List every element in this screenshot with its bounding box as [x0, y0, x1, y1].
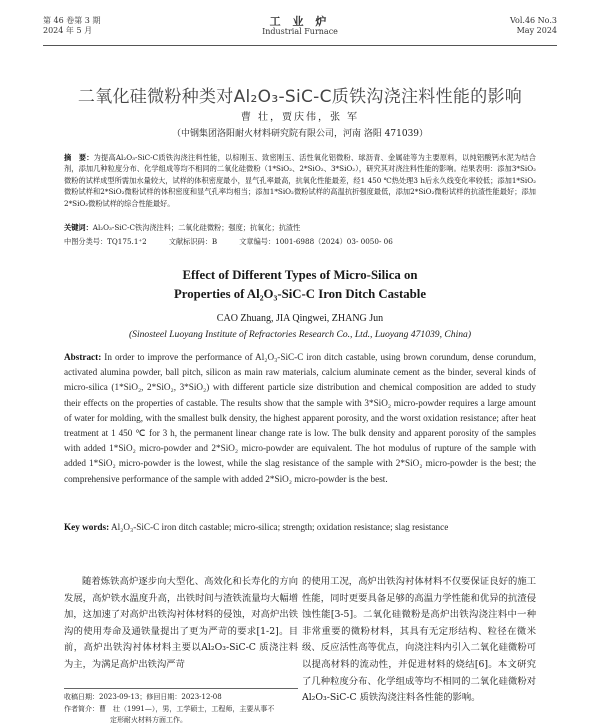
affiliation-cn: （中钢集团洛阳耐火材料研究院有限公司，河南 洛阳 471039） — [171, 129, 429, 139]
title-en-line-2: Properties of Al₂O₃-SiC-C Iron Ditch Castable — [173, 286, 427, 301]
document-code: 文献标识码：B — [168, 237, 218, 246]
header-date-cn: 2024 年 5 月 — [43, 26, 93, 35]
header-issue-en — [440, 16, 557, 36]
clc-number: 中图分类号：TQ175.1⁺2 — [64, 237, 147, 246]
body-column-left: 随着炼铁高炉逐步向大型化、高效化和长寿化的方向发展，高炉铁水温度升高，出铁时间与渣铁流量均大幅增加，这加速了对高炉出铁沟衬体材料的侵蚀，对高炉出铁沟的使用寿命及通铁量提出了更为严苛的要求[1-2]。目前，高炉出铁沟衬体材料主要以Al₂O₃-SiC-C 质浇注料为主，为满足高炉出铁沟严苛 — [64, 576, 298, 670]
abstract-label-en: Abstract: — [64, 352, 102, 362]
affiliation-en: (Sinosteel Luoyang Institute of Refractories Research Co., Ltd., Luoyang 471039, China) — [128, 329, 472, 340]
abstract-text-en: In order to improve the performance of Al₂O₃-SiC-C iron ditch castable, using brown corundum, dense corundum, activated alumina powder, ball pitch, silicon as main raw materials, calcium aluminate cement as the binder, several kinds of micro-silica (1*SiO₂, 2*SiO₂, 3*SiO₂) with different particle size distribution and chemical composition are added to study their effects on the properties of castable. The results show that the sample with 3*SiO₂ micro-powder requires a large amount of water for molding, with the smallest bulk density, the highest apparent porosity, and the worst oxidation resistance; after heat treatment at 1 450 ℃ for 3 h, the permanent linear change rate is low. The bulk density and apparent porosity of the samples with added 1*SiO₂ micro-powder and 2*SiO₂ micro-powder are equivalent. The hot modulus of rupture of the sample with added 1*SiO₂ micro-powder is the lowest, while the slag resistance of the sample with 2*SiO₂ micro-powder is the best; the comprehensive performance of the sample with added 2*SiO₂ micro-powder is the best. — [64, 352, 537, 484]
authors-cn: 曹 壮，贾庆伟，张 军 — [240, 112, 360, 123]
keywords-text-cn: Al₂O₃-SiC-C铁沟浇注料；二氧化硅微粉；强度；抗氧化；抗渣性 — [92, 223, 301, 232]
header-journal — [200, 16, 400, 37]
journal-name-en: Industrial Furnace — [262, 27, 338, 36]
keywords-label-en: Key words: — [64, 522, 110, 532]
authors-en: CAO Zhuang, JIA Qingwei, ZHANG Jun — [216, 313, 384, 324]
paper-title-cn: 二氧化硅微粉种类对Al₂O₃-SiC-C质铁沟浇注料性能的影响 — [77, 87, 523, 107]
abstract-cn — [64, 152, 536, 209]
author-bio-line-2: 定形耐火材料方面工作。 — [110, 716, 187, 724]
classification-line — [64, 236, 536, 247]
article-number: 文章编号：1001-6988（2024）03- 0050- 06 — [239, 237, 393, 246]
keywords-en — [64, 520, 536, 535]
title-en-line-1: Effect of Different Types of Micro-Silica on — [182, 268, 418, 282]
journal-name-cn: 工 业 炉 — [269, 15, 331, 28]
abstract-label-cn: 摘 要： — [64, 153, 94, 162]
header-date-en: May 2024 — [516, 26, 557, 35]
abstract-en — [64, 350, 536, 487]
abstract-text-cn: 为提高Al₂O₃-SiC-C质铁沟浇注料性能，以棕刚玉、致密刚玉、活性氧化铝微粉、球沥青、金属硅等为主要原料，以纯铝酸钙水泥为结合剂，添加几种粒度分布、化学组成等均不相同的二氧化硅微粉（1*SiO₂、2*SiO₂、3*SiO₂），研究其对浇注料性能的影响。结果表明：添加3*SiO₂微粉的试样成型所需加水量较大，试样的体积密度最小，显气孔率最高，抗氧化性能最差，经1 450 ℃热处理3 h后永久线变化率较低；添加1*SiO₂微粉试样和2*SiO₂微粉试样的体积密度和显气孔率均相当；添加1*SiO₂微粉试样的高温抗折强度最低，添加2*SiO₂微粉试样的抗渣性能最好；添加2*SiO₂微粉试样的综合性能最好。 — [64, 153, 536, 208]
footnote — [64, 692, 298, 727]
paper-title-en — [40, 266, 560, 303]
header-issue — [43, 16, 163, 36]
header-volume: 第 46 卷第 3 期 — [43, 16, 101, 25]
keywords-label-cn: 关键词： — [64, 223, 93, 232]
keywords-cn — [64, 222, 536, 233]
body-column-right: 的使用工况，高炉出铁沟衬体材料不仅要保证良好的施工性能，同时更要具备足够的高温力学性能和优异的抗渣侵蚀性能[3-5]。二氧化硅微粉是高炉出铁沟浇注料中一种非常重要的微粉材料，其具有无定形结构、粒径在微米级、反应活性高等优点，向浇注料内引入二氧化硅微粉可以提高材料的流动性，并促进材料的烧结[6]。本文研究了几种粒度分布、化学组成等均不相同的二氧化硅微粉对 Al₂O₃-SiC-C 质铁沟浇注料各性能的影响。 — [302, 576, 536, 704]
footnote-rule — [64, 688, 298, 689]
keywords-text-en: Al₂O₃-SiC-C iron ditch castable; micro-silica; strength; oxidation resistance; slag resistance — [110, 522, 449, 532]
author-bio-line-1: 作者简介：曹 壮（1991—），男，工学硕士，工程师，主要从事不 — [64, 704, 275, 713]
header-rule — [43, 45, 557, 46]
header-volume-en: Vol.46 No.3 — [510, 16, 557, 25]
received-date: 收稿日期：2023-09-13；修回日期：2023-12-08 — [64, 693, 222, 701]
